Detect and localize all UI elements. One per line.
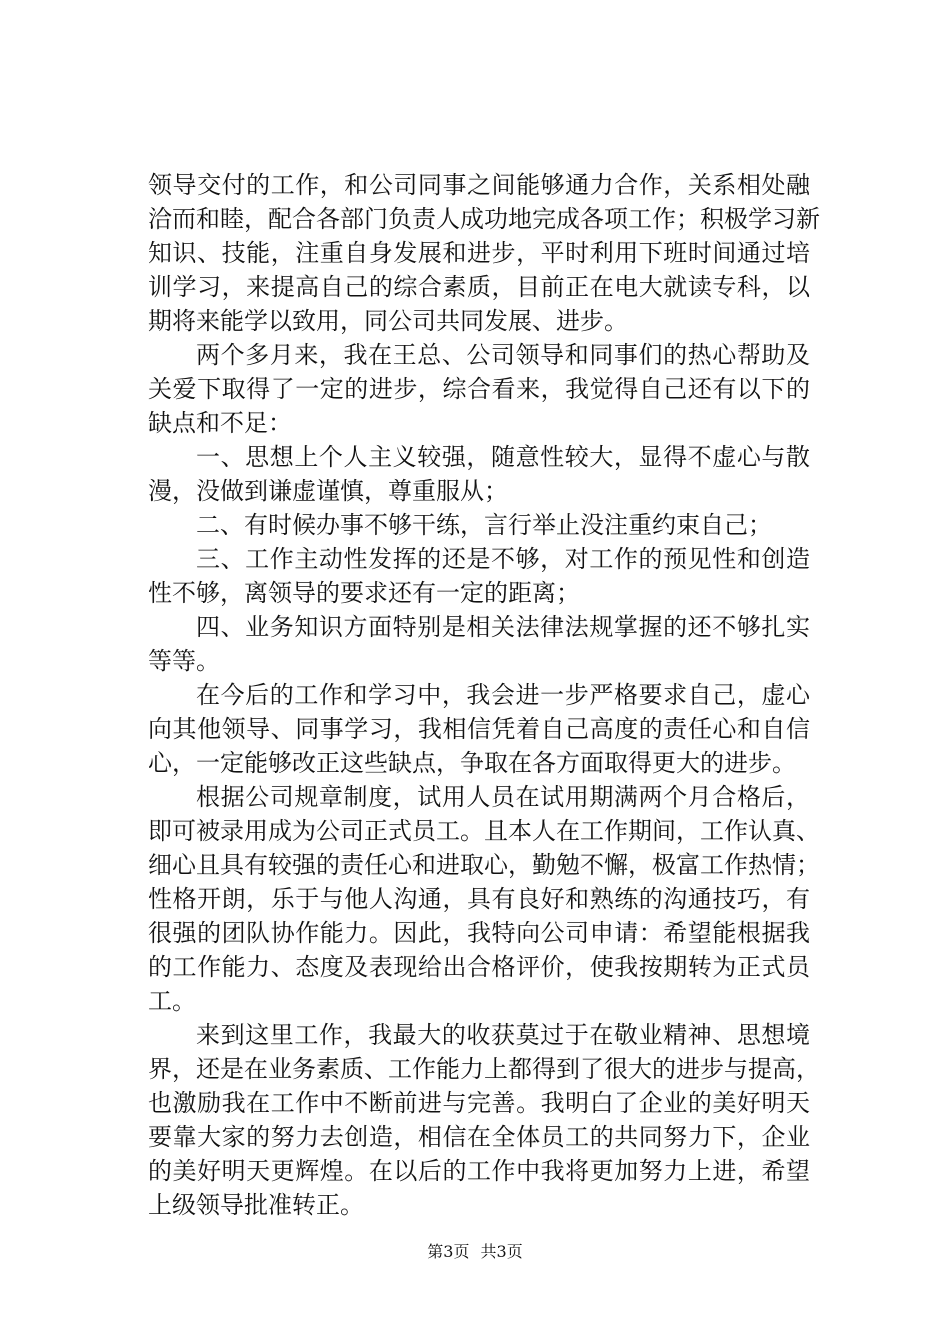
text-line: 四、业务知识方面特别是相关法律法规掌握的还不够扎实	[196, 613, 810, 641]
page-total: 共3页	[480, 1242, 523, 1261]
text-line: 漫，没做到谦虚谨慎，尊重服从；	[148, 477, 508, 505]
text-line: 根据公司规章制度，试用人员在试用期满两个月合格后，	[196, 783, 810, 811]
text-line: 知识、技能，注重自身发展和进步，平时利用下班时间通过培	[148, 239, 810, 267]
text-line: 关爱下取得了一定的进步，综合看来，我觉得自己还有以下的	[148, 375, 810, 403]
text-line: 性格开朗，乐于与他人沟通，具有良好和熟练的沟通技巧，有	[148, 885, 810, 913]
text-line: 在今后的工作和学习中，我会进一步严格要求自己，虚心	[196, 681, 810, 709]
text-line: 三、工作主动性发挥的还是不够，对工作的预见性和创造	[196, 545, 810, 573]
page-number: 第3页	[427, 1242, 470, 1261]
text-line: 训学习，来提高自己的综合素质，目前正在电大就读专科，以	[148, 273, 810, 301]
text-line: 要靠大家的努力去创造，相信在全体员工的共同努力下，企业	[148, 1123, 810, 1151]
document-body	[148, 168, 820, 1222]
text-line: 的美好明天更辉煌。在以后的工作中我将更加努力上进，希望	[148, 1157, 810, 1185]
text-line: 性不够，离领导的要求还有一定的距离；	[148, 579, 580, 607]
text-line: 等等。	[148, 647, 220, 675]
text-line: 上级领导批准转正。	[148, 1191, 364, 1219]
text-line: 工。	[148, 987, 196, 1015]
text-line: 很强的团队协作能力。因此，我特向公司申请：希望能根据我	[148, 919, 810, 947]
text-line: 即可被录用成为公司正式员工。且本人在工作期间，工作认真、	[148, 817, 820, 845]
text-line: 的工作能力、态度及表现给出合格评价，使我按期转为正式员	[148, 953, 810, 981]
page-footer	[0, 1242, 950, 1262]
text-line: 向其他领导、同事学习，我相信凭着自己高度的责任心和自信	[148, 715, 810, 743]
text-line: 洽而和睦，配合各部门负责人成功地完成各项工作；积极学习新	[148, 205, 820, 233]
text-line: 一、思想上个人主义较强，随意性较大，显得不虚心与散	[196, 443, 810, 471]
text-line: 期将来能学以致用，同公司共同发展、进步。	[148, 307, 628, 335]
text-line: 心，一定能够改正这些缺点，争取在各方面取得更大的进步。	[148, 749, 796, 777]
text-line: 来到这里工作，我最大的收获莫过于在敬业精神、思想境	[196, 1021, 810, 1049]
text-line: 界，还是在业务素质、工作能力上都得到了很大的进步与提高，	[148, 1055, 820, 1083]
text-line: 领导交付的工作，和公司同事之间能够通力合作，关系相处融	[148, 171, 810, 199]
text-line: 细心且具有较强的责任心和进取心，勤勉不懈，极富工作热情；	[148, 851, 820, 879]
text-line: 二、有时候办事不够干练，言行举止没注重约束自己；	[196, 511, 772, 539]
text-line: 两个多月来，我在王总、公司领导和同事们的热心帮助及	[196, 341, 810, 369]
text-line: 缺点和不足：	[148, 409, 292, 437]
text-line: 也激励我在工作中不断前进与完善。我明白了企业的美好明天	[148, 1089, 810, 1117]
